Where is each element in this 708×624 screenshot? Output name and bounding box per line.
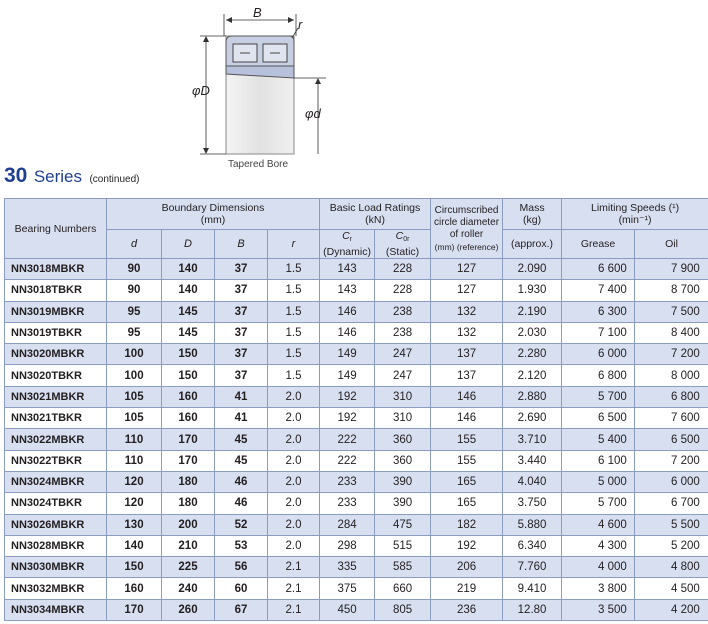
header-cor: $C_{0r}$ (Static) (375, 230, 431, 259)
cell-grease-speed: 5 400 (562, 429, 635, 450)
cell-D: 180 (162, 493, 215, 514)
table-row (5, 557, 708, 578)
cell-grease-speed: 4 000 (562, 557, 635, 578)
cell-d: 160 (107, 578, 162, 599)
series-continued: (continued) (89, 174, 140, 185)
header-bearing-numbers: Bearing Numbers (5, 199, 107, 259)
cell-circumscribed: 127 (431, 259, 503, 280)
cell-cor: 360 (375, 429, 431, 450)
cell-D: 160 (162, 408, 215, 429)
cell-oil-speed: 7 600 (635, 408, 708, 429)
cell-circumscribed: 132 (431, 301, 503, 322)
bearing-cross-section (0, 0, 708, 170)
table-row (5, 259, 708, 280)
cell-grease-speed: 3 800 (562, 578, 635, 599)
cell-mass: 3.710 (503, 429, 562, 450)
cell-B: 41 (215, 408, 268, 429)
header-grease: Grease (562, 230, 635, 259)
cell-cor: 390 (375, 471, 431, 492)
cell-B: 37 (215, 301, 268, 322)
header-circumscribed: Circumscribed circle diameter of roller (mm) (reference) (431, 199, 503, 259)
header-r: r (268, 230, 320, 259)
cell-D: 145 (162, 301, 215, 322)
cell-cr: 233 (320, 493, 375, 514)
cell-cr: 149 (320, 344, 375, 365)
series-number: 30 (4, 164, 28, 187)
table-row (5, 386, 708, 407)
cell-cr: 335 (320, 557, 375, 578)
cell-B: 53 (215, 535, 268, 556)
cell-d: 120 (107, 493, 162, 514)
cell-r: 2.0 (268, 386, 320, 407)
cell-mass: 12.80 (503, 599, 562, 620)
cell-B: 52 (215, 514, 268, 535)
cell-D: 240 (162, 578, 215, 599)
cell-cr: 143 (320, 259, 375, 280)
cell-circumscribed: 165 (431, 471, 503, 492)
cell-circumscribed: 192 (431, 535, 503, 556)
cell-grease-speed: 6 800 (562, 365, 635, 386)
cell-circumscribed: 206 (431, 557, 503, 578)
cell-oil-speed: 7 200 (635, 344, 708, 365)
cell-mass: 5.880 (503, 514, 562, 535)
cell-cor: 247 (375, 365, 431, 386)
cell-circumscribed: 146 (431, 408, 503, 429)
cell-bearing-number: NN3030MBKR (5, 557, 107, 578)
cell-mass: 2.030 (503, 322, 562, 343)
cell-r: 1.5 (268, 344, 320, 365)
cell-d: 110 (107, 429, 162, 450)
header-mass-approx: (approx.) (503, 230, 562, 259)
cell-d: 95 (107, 301, 162, 322)
header-B: B (215, 230, 268, 259)
cell-r: 1.5 (268, 322, 320, 343)
series-word: Series (33, 167, 82, 186)
table-row (5, 344, 708, 365)
label-r: r (298, 17, 303, 32)
cell-d: 95 (107, 322, 162, 343)
cell-circumscribed: 146 (431, 386, 503, 407)
cell-bearing-number: NN3022TBKR (5, 450, 107, 471)
header-oil: Oil (635, 230, 708, 259)
cell-D: 140 (162, 280, 215, 301)
cell-B: 60 (215, 578, 268, 599)
cell-d: 105 (107, 386, 162, 407)
cell-cr: 146 (320, 322, 375, 343)
cell-mass: 4.040 (503, 471, 562, 492)
cell-mass: 3.440 (503, 450, 562, 471)
cell-cor: 247 (375, 344, 431, 365)
table-row (5, 365, 708, 386)
table-row (5, 450, 708, 471)
cell-oil-speed: 4 500 (635, 578, 708, 599)
cell-B: 37 (215, 322, 268, 343)
cell-cor: 228 (375, 259, 431, 280)
cell-r: 2.0 (268, 450, 320, 471)
cell-grease-speed: 6 500 (562, 408, 635, 429)
cell-oil-speed: 5 500 (635, 514, 708, 535)
cell-bearing-number: NN3019TBKR (5, 322, 107, 343)
table-row (5, 578, 708, 599)
cell-d: 100 (107, 344, 162, 365)
table-row (5, 301, 708, 322)
table-row (5, 471, 708, 492)
cell-cr: 375 (320, 578, 375, 599)
cell-B: 37 (215, 365, 268, 386)
cell-mass: 2.190 (503, 301, 562, 322)
bearing-spec-table (4, 198, 708, 621)
spec-table-body (5, 259, 708, 621)
cell-mass: 2.880 (503, 386, 562, 407)
cell-grease-speed: 4 600 (562, 514, 635, 535)
cell-grease-speed: 7 100 (562, 322, 635, 343)
table-row (5, 535, 708, 556)
cell-cor: 585 (375, 557, 431, 578)
cell-B: 46 (215, 471, 268, 492)
diagram-caption: Tapered Bore (228, 159, 289, 170)
cell-mass: 2.120 (503, 365, 562, 386)
cell-oil-speed: 7 500 (635, 301, 708, 322)
cell-mass: 9.410 (503, 578, 562, 599)
cell-oil-speed: 7 900 (635, 259, 708, 280)
cell-d: 120 (107, 471, 162, 492)
cell-d: 110 (107, 450, 162, 471)
cell-B: 45 (215, 429, 268, 450)
cell-mass: 2.090 (503, 259, 562, 280)
cell-grease-speed: 7 400 (562, 280, 635, 301)
cell-D: 145 (162, 322, 215, 343)
cell-cr: 192 (320, 408, 375, 429)
cell-D: 140 (162, 259, 215, 280)
cell-mass: 3.750 (503, 493, 562, 514)
cell-D: 260 (162, 599, 215, 620)
table-row (5, 322, 708, 343)
cell-bearing-number: NN3018TBKR (5, 280, 107, 301)
series-heading (4, 164, 139, 188)
cell-D: 200 (162, 514, 215, 535)
cell-grease-speed: 5 700 (562, 493, 635, 514)
table-row (5, 514, 708, 535)
cell-circumscribed: 182 (431, 514, 503, 535)
cell-oil-speed: 8 000 (635, 365, 708, 386)
header-boundary-dimensions: Boundary Dimensions (mm) (107, 199, 320, 230)
cell-d: 90 (107, 259, 162, 280)
cell-B: 45 (215, 450, 268, 471)
cell-D: 170 (162, 450, 215, 471)
cell-mass: 1.930 (503, 280, 562, 301)
cell-d: 100 (107, 365, 162, 386)
cell-cor: 515 (375, 535, 431, 556)
cell-cor: 310 (375, 408, 431, 429)
cell-cr: 284 (320, 514, 375, 535)
cell-B: 37 (215, 344, 268, 365)
cell-bearing-number: NN3020MBKR (5, 344, 107, 365)
cell-bearing-number: NN3020TBKR (5, 365, 107, 386)
cell-cor: 360 (375, 450, 431, 471)
cell-circumscribed: 127 (431, 280, 503, 301)
cell-r: 1.5 (268, 259, 320, 280)
cell-bearing-number: NN3028MBKR (5, 535, 107, 556)
table-row (5, 280, 708, 301)
cell-cr: 146 (320, 301, 375, 322)
cell-mass: 2.690 (503, 408, 562, 429)
cell-mass: 7.760 (503, 557, 562, 578)
cell-cr: 222 (320, 429, 375, 450)
cell-r: 2.1 (268, 599, 320, 620)
cell-circumscribed: 155 (431, 450, 503, 471)
table-row (5, 493, 708, 514)
cell-circumscribed: 137 (431, 344, 503, 365)
cell-B: 56 (215, 557, 268, 578)
bearing-diagram (0, 0, 708, 170)
cell-d: 140 (107, 535, 162, 556)
cell-r: 2.0 (268, 514, 320, 535)
label-D: φD (192, 83, 210, 98)
cell-r: 2.0 (268, 471, 320, 492)
cell-cr: 143 (320, 280, 375, 301)
cell-grease-speed: 5 000 (562, 471, 635, 492)
cell-r: 2.0 (268, 429, 320, 450)
cell-d: 105 (107, 408, 162, 429)
cell-circumscribed: 219 (431, 578, 503, 599)
cell-D: 180 (162, 471, 215, 492)
cell-bearing-number: NN3026MBKR (5, 514, 107, 535)
cell-r: 1.5 (268, 301, 320, 322)
cell-D: 150 (162, 365, 215, 386)
cell-cor: 238 (375, 322, 431, 343)
table-row (5, 599, 708, 620)
cell-cor: 390 (375, 493, 431, 514)
cell-oil-speed: 7 200 (635, 450, 708, 471)
cell-D: 225 (162, 557, 215, 578)
cell-cor: 228 (375, 280, 431, 301)
cell-cor: 310 (375, 386, 431, 407)
header-mass: Mass (kg) (503, 199, 562, 230)
cell-mass: 6.340 (503, 535, 562, 556)
cell-bearing-number: NN3022MBKR (5, 429, 107, 450)
cell-cor: 475 (375, 514, 431, 535)
label-d: φd (305, 106, 321, 121)
cell-cor: 238 (375, 301, 431, 322)
cell-r: 2.1 (268, 557, 320, 578)
cell-bearing-number: NN3019MBKR (5, 301, 107, 322)
cell-oil-speed: 8 400 (635, 322, 708, 343)
cell-d: 130 (107, 514, 162, 535)
cell-cr: 450 (320, 599, 375, 620)
cell-r: 2.1 (268, 578, 320, 599)
cell-grease-speed: 5 700 (562, 386, 635, 407)
cell-bearing-number: NN3034MBKR (5, 599, 107, 620)
cell-oil-speed: 5 200 (635, 535, 708, 556)
cell-oil-speed: 6 700 (635, 493, 708, 514)
cell-oil-speed: 6 800 (635, 386, 708, 407)
cell-D: 210 (162, 535, 215, 556)
cell-bearing-number: NN3021MBKR (5, 386, 107, 407)
cell-circumscribed: 165 (431, 493, 503, 514)
cell-cr: 298 (320, 535, 375, 556)
table-row (5, 429, 708, 450)
cell-d: 90 (107, 280, 162, 301)
cell-cr: 192 (320, 386, 375, 407)
cell-cr: 149 (320, 365, 375, 386)
cell-circumscribed: 137 (431, 365, 503, 386)
cell-d: 150 (107, 557, 162, 578)
cell-d: 170 (107, 599, 162, 620)
cell-cr: 233 (320, 471, 375, 492)
cell-D: 170 (162, 429, 215, 450)
cell-r: 2.0 (268, 408, 320, 429)
cell-oil-speed: 4 800 (635, 557, 708, 578)
cell-cr: 222 (320, 450, 375, 471)
cell-grease-speed: 4 300 (562, 535, 635, 556)
cell-grease-speed: 6 000 (562, 344, 635, 365)
cell-circumscribed: 155 (431, 429, 503, 450)
header-d: d (107, 230, 162, 259)
header-D: D (162, 230, 215, 259)
cell-B: 37 (215, 259, 268, 280)
cell-grease-speed: 6 300 (562, 301, 635, 322)
cell-B: 46 (215, 493, 268, 514)
cell-cor: 660 (375, 578, 431, 599)
table-row (5, 408, 708, 429)
cell-r: 2.0 (268, 493, 320, 514)
cell-grease-speed: 6 600 (562, 259, 635, 280)
header-limiting-speeds: Limiting Speeds (¹) (min⁻¹) (562, 199, 708, 230)
cell-D: 150 (162, 344, 215, 365)
header-cr: $C_r$ (Dynamic) (320, 230, 375, 259)
cell-B: 67 (215, 599, 268, 620)
cell-bearing-number: NN3024TBKR (5, 493, 107, 514)
cell-grease-speed: 3 500 (562, 599, 635, 620)
cell-grease-speed: 6 100 (562, 450, 635, 471)
cell-circumscribed: 132 (431, 322, 503, 343)
cell-oil-speed: 6 500 (635, 429, 708, 450)
cell-bearing-number: NN3032MBKR (5, 578, 107, 599)
cell-circumscribed: 236 (431, 599, 503, 620)
cell-r: 2.0 (268, 535, 320, 556)
cell-D: 160 (162, 386, 215, 407)
cell-bearing-number: NN3018MBKR (5, 259, 107, 280)
cell-mass: 2.280 (503, 344, 562, 365)
label-B: B (253, 5, 262, 20)
cell-oil-speed: 8 700 (635, 280, 708, 301)
cell-B: 41 (215, 386, 268, 407)
header-basic-load-ratings: Basic Load Ratings (kN) (320, 199, 431, 230)
cell-bearing-number: NN3024MBKR (5, 471, 107, 492)
cell-r: 1.5 (268, 280, 320, 301)
cell-oil-speed: 4 200 (635, 599, 708, 620)
cell-cor: 805 (375, 599, 431, 620)
cell-B: 37 (215, 280, 268, 301)
cell-bearing-number: NN3021TBKR (5, 408, 107, 429)
cell-r: 1.5 (268, 365, 320, 386)
cell-oil-speed: 6 000 (635, 471, 708, 492)
